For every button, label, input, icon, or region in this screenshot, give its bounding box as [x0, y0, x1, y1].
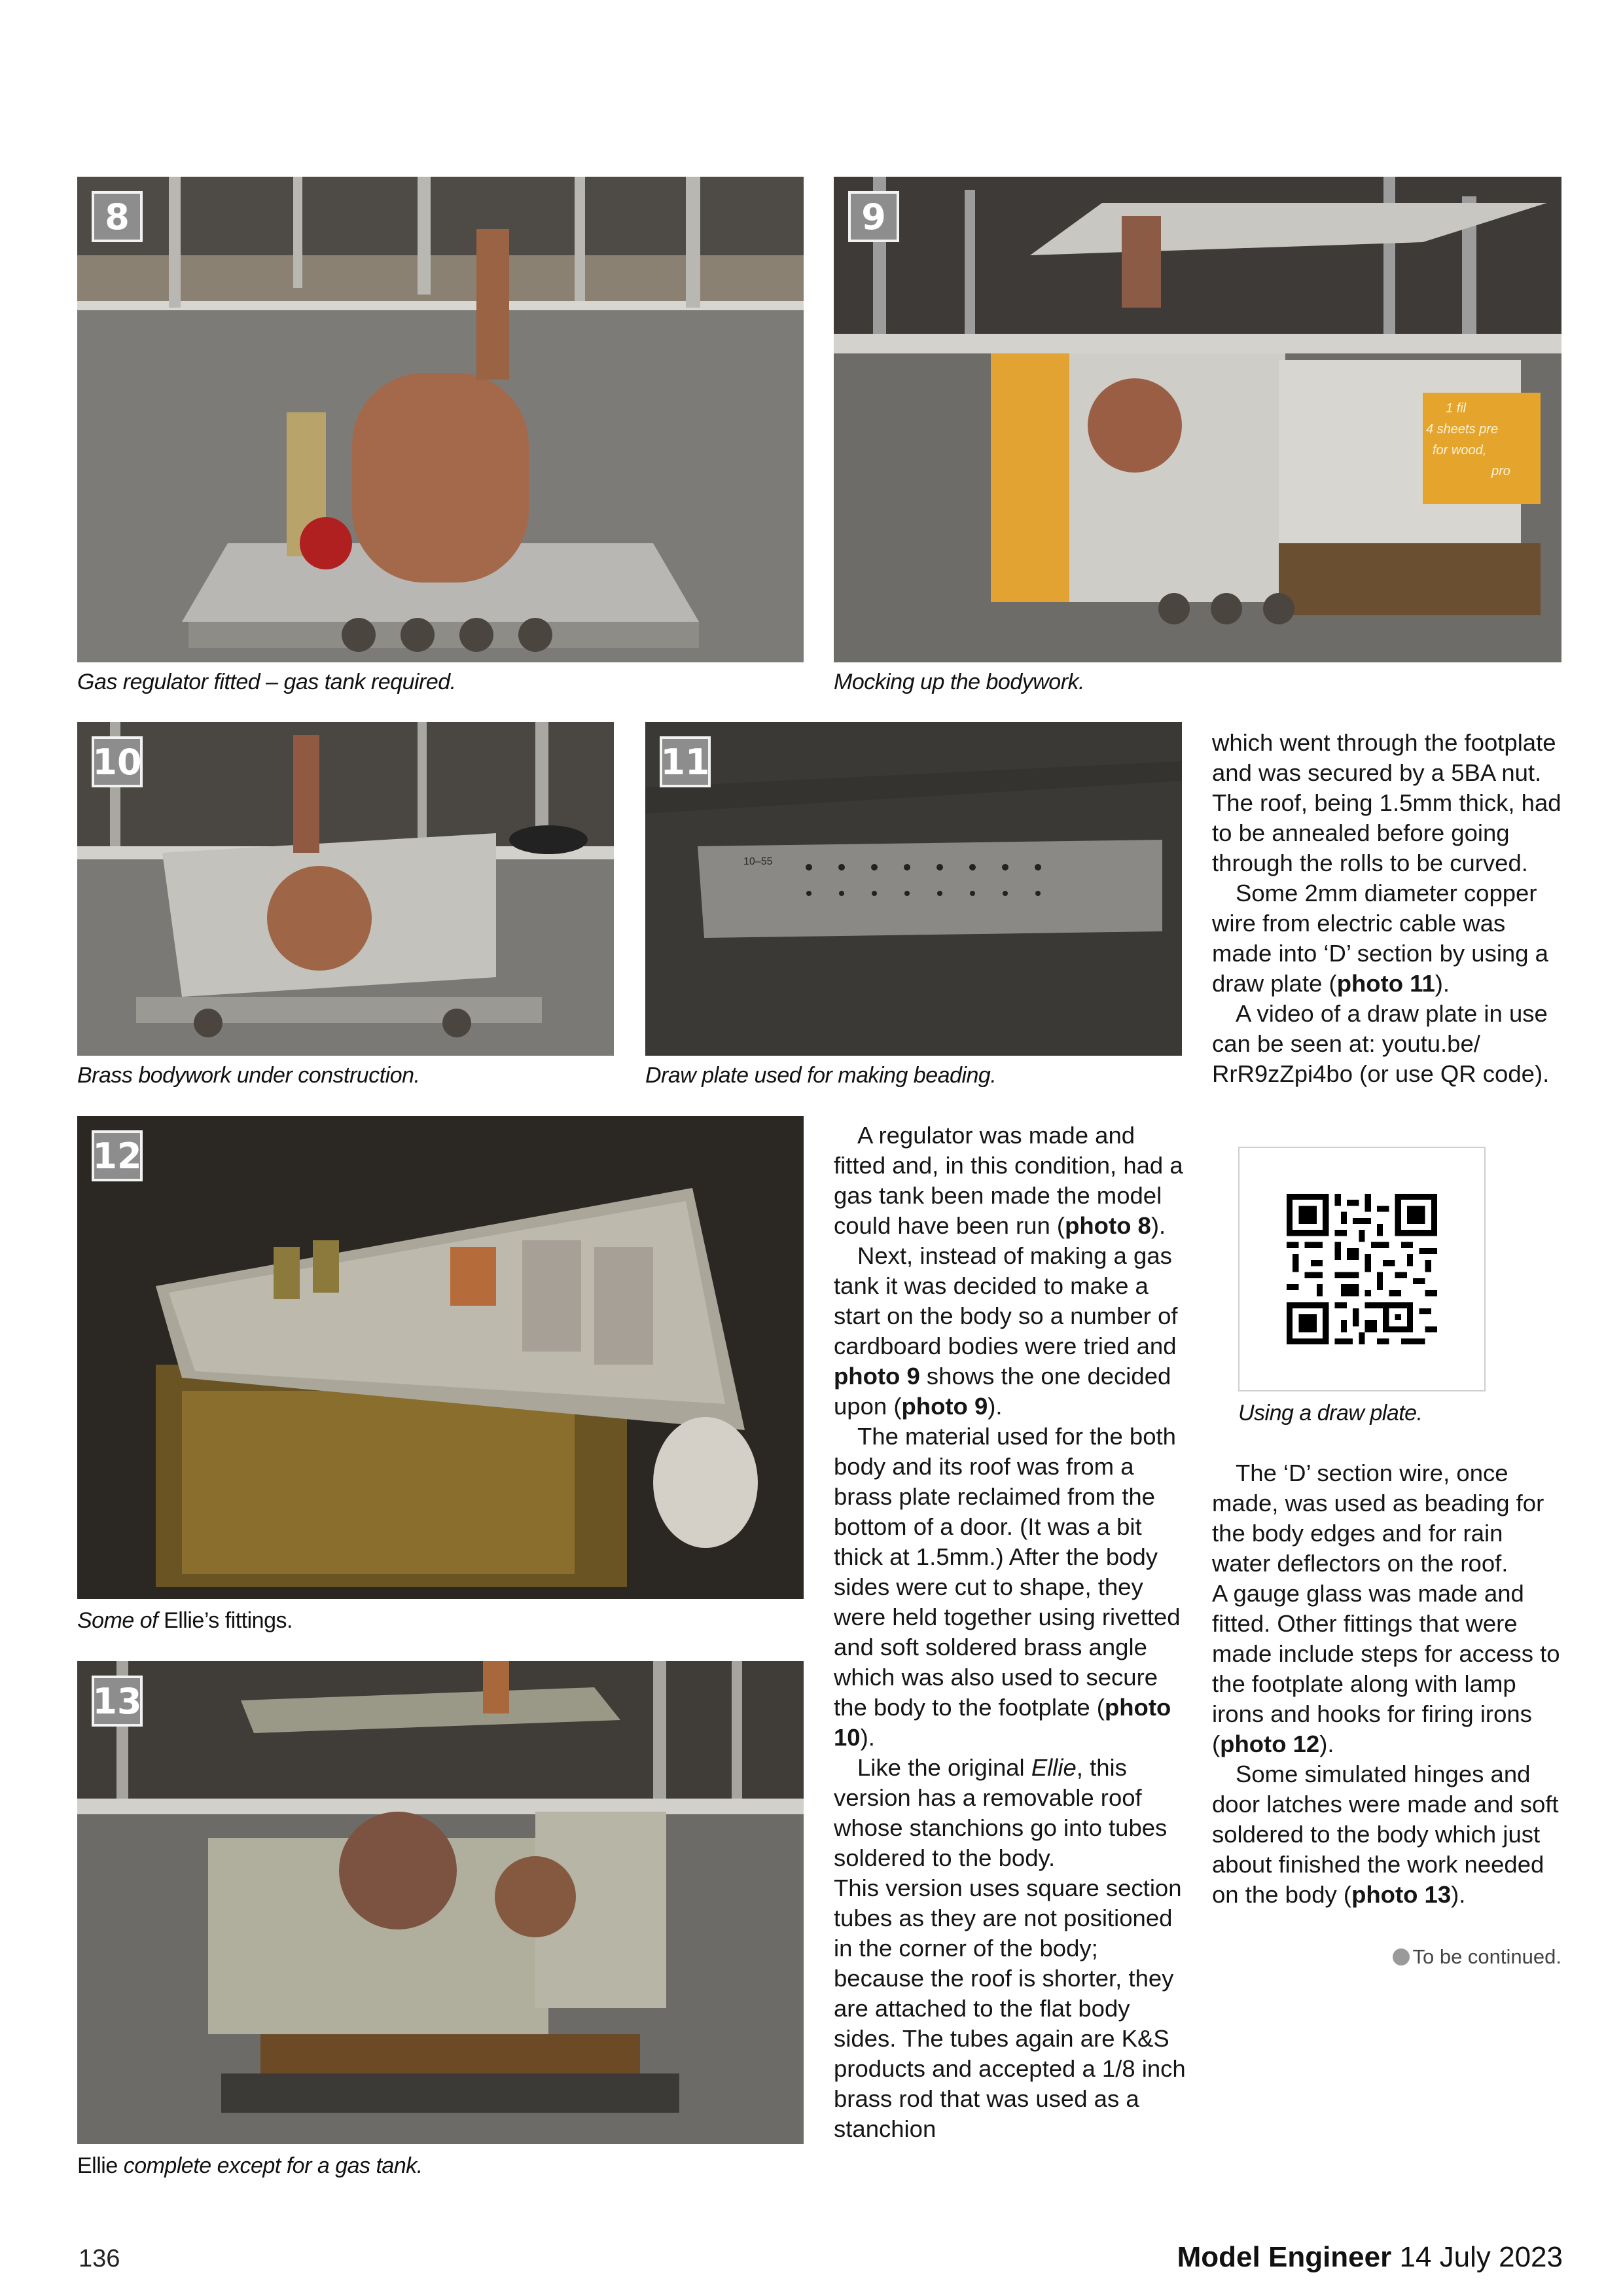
paragraph-material: The material used for the both body and its roof was from a brass plate reclaimed from the bottom of a door. (It was a bit thick at 1.5mm.) After the body sides were cut to shape, they were held together using rivetted and soft soldered brass angle which was also used to secure the body to the footplate (photo 10).	[834, 1423, 1181, 1751]
photo-number-8: 8	[92, 191, 143, 242]
paragraph-footplate: which went through the footplate and was secured by a 5BA nut. The roof, being 1.5mm thick, had to be annealed before going through the rolls to be curved.	[1212, 729, 1561, 876]
photo-12-image	[77, 1116, 804, 1599]
paragraph-regulator: A regulator was made and fitted and, in this condition, had a gas tank been made the model could have been run (photo 8).	[834, 1122, 1183, 1239]
photo-number-10: 10	[92, 736, 143, 787]
paragraph-video-link: A video of a draw plate in use can be seen at: youtu.be/ RrR9zZpi4bo (or use QR code).	[1212, 1000, 1550, 1087]
page-number: 136	[79, 2245, 120, 2272]
box-text-1: 1 fil	[1446, 401, 1467, 416]
photo-number-9: 9	[848, 191, 899, 242]
photo-12	[77, 1116, 804, 1599]
caption-qr-code: Using a draw plate.	[1238, 1401, 1423, 1426]
paragraph-hinges: Some simulated hinges and door latches were made and soft soldered to the body which just about finished the work needed on the body (photo 13).	[1212, 1761, 1559, 1908]
photo-number-11: 11	[660, 736, 711, 787]
caption-photo-9: Mocking up the bodywork.	[834, 670, 1084, 694]
photo-13-image	[77, 1661, 804, 2144]
bullet-dot-icon	[1393, 1948, 1410, 1965]
plate-label: 10–55	[743, 856, 773, 867]
paragraph-gas-tank: Next, instead of making a gas tank it was decided to make a start on the body so a number of cardboard bodies were tried and photo 9 shows the one decided upon (photo 9).	[834, 1242, 1178, 1420]
caption-photo-11: Draw plate used for making beading.	[645, 1063, 997, 1088]
photo-11-image	[645, 722, 1182, 1056]
qr-code-box	[1238, 1147, 1486, 1391]
issue-date: 14 July 2023	[1399, 2241, 1563, 2273]
photo-9	[834, 177, 1561, 662]
paragraph-gauge-glass: A gauge glass was made and fitted. Other fittings that were made include steps for access to the footplate along with lamp irons and hooks for firing irons (photo 12).	[1212, 1580, 1560, 1757]
text-column-middle	[834, 1121, 1187, 2144]
photo-11	[645, 722, 1182, 1056]
photo-10-image	[77, 722, 614, 1056]
box-text-2: 4 sheets pre	[1426, 422, 1499, 437]
text-column-right-lower	[1212, 1458, 1565, 1910]
caption-photo-13-pre: Ellie	[77, 2153, 118, 2178]
paragraph-square-tubes: This version uses square section tubes as they are not positioned in the corner of the body; because the roof is shorter, they are attached to the flat body sides. The tubes again are K&S products and accepted a 1/8 inch brass rod that was used as a stanchion	[834, 1874, 1186, 2142]
box-text-3: for wood,	[1433, 443, 1487, 457]
magazine-title: Model Engineer	[1177, 2241, 1392, 2273]
photo-8	[77, 177, 804, 662]
caption-photo-8: Gas regulator fitted – gas tank required.	[77, 670, 456, 694]
caption-photo-12-post: Ellie’s fittings.	[164, 1608, 293, 1633]
photo-13	[77, 1661, 804, 2144]
caption-photo-10: Brass bodywork under construction.	[77, 1063, 420, 1088]
box-text-4: pro	[1491, 464, 1510, 478]
caption-photo-13	[77, 2153, 423, 2179]
caption-photo-12	[77, 1608, 293, 1634]
photo-number-12: 12	[92, 1130, 143, 1181]
photo-number-13: 13	[92, 1676, 143, 1727]
qr-code-icon[interactable]	[1287, 1194, 1437, 1344]
paragraph-copper-wire: Some 2mm diameter copper wire from electric cable was made into ‘D’ section by using a draw plate (photo 11).	[1212, 880, 1548, 997]
caption-photo-12-pre: Some of	[77, 1608, 164, 1633]
photo-10	[77, 722, 614, 1056]
caption-photo-13-post: complete except for a gas tank.	[117, 2153, 423, 2178]
text-column-right	[1212, 728, 1565, 1089]
photo-8-image	[77, 177, 804, 662]
footer-publication	[1177, 2241, 1563, 2274]
paragraph-original-ellie: Like the original Ellie, this version has a removable roof whose stanchions go into tubes soldered to the body.	[834, 1754, 1168, 1871]
paragraph-beading: The ‘D’ section wire, once made, was used as beading for the body edges and for rain water deflectors on the roof.	[1212, 1460, 1544, 1577]
photo-9-image	[834, 177, 1561, 662]
to-be-continued: To be continued.	[1393, 1945, 1561, 1969]
